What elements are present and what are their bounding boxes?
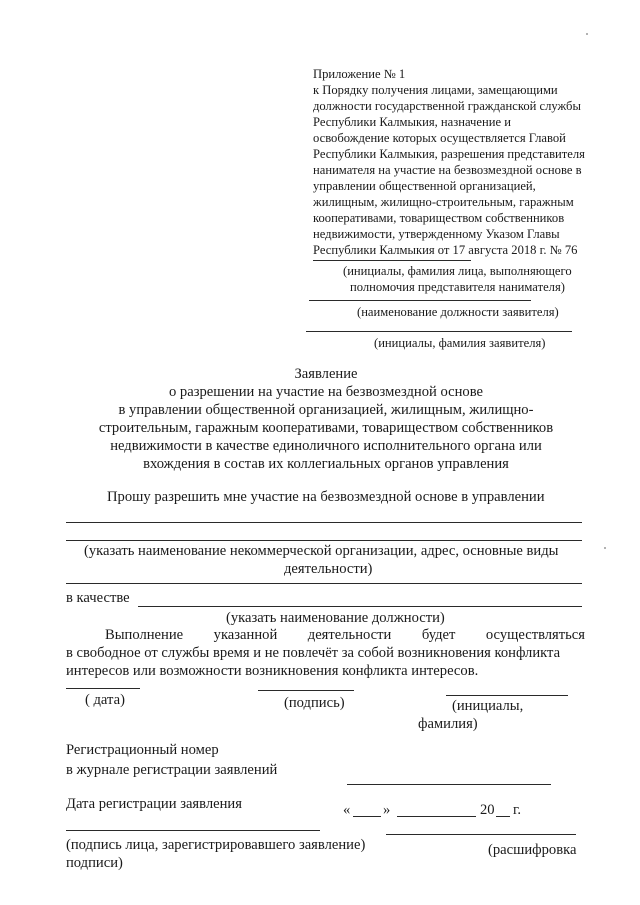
organization-caption: деятельности) <box>284 561 373 577</box>
title-heading: Заявление <box>294 366 358 382</box>
appendix-line: освобождение которых осуществляется Главой <box>313 131 566 145</box>
registration-number-label: Регистрационный номер <box>66 742 219 758</box>
registration-number-label: в журнале регистрации заявлений <box>66 762 278 778</box>
date-year-suffix: г. <box>513 802 521 818</box>
date-year-prefix: 20 <box>480 802 495 818</box>
appendix-line: нанимателя на участие на безвозмездной основе в <box>313 163 582 177</box>
appendix-line: кооперативами, товариществом собственников <box>313 211 565 225</box>
title-line: недвижимости в качестве единоличного исполнительного органа или <box>110 438 542 454</box>
position-caption: (наименование должности заявителя) <box>357 305 559 319</box>
appendix-line: жилищным, жилищно-строительным, гаражным <box>313 195 574 209</box>
initials-field-line[interactable] <box>446 695 568 696</box>
title-line: строительным, гаражным кооперативами, товариществом собственников <box>98 420 554 436</box>
registration-date-label: Дата регистрации заявления <box>66 796 242 812</box>
organization-field-line[interactable] <box>66 583 582 584</box>
day-field-line[interactable] <box>353 816 381 817</box>
scan-speck <box>604 547 606 549</box>
appendix-line: управлении общественной организацией, <box>313 179 536 193</box>
organization-field-line[interactable] <box>66 522 582 523</box>
scan-speck <box>586 33 588 35</box>
year-field-line[interactable] <box>496 816 510 817</box>
paragraph-line-2: в свободное от службы время и не повлечёт за собой возникновения конфликта <box>66 645 561 661</box>
appendix-line: Республики Калмыкия, назначение и <box>313 115 511 129</box>
signer-caption: (подпись лица, зарегистрировавшего заявление) <box>66 837 366 853</box>
signature-caption: (подпись) <box>284 695 345 711</box>
paragraph-line-1 <box>105 627 585 643</box>
appendix-line: недвижимости, утвержденному Указом Главы <box>313 227 560 241</box>
paragraph-line-3: интересов или возможности возникновения конфликта интересов. <box>66 663 479 679</box>
title-line: о разрешении на участие на безвозмездной основе <box>168 384 484 400</box>
role-field-line[interactable] <box>138 606 582 607</box>
registration-number-line[interactable] <box>347 784 551 785</box>
paragraph-word: Выполнение <box>105 627 184 643</box>
signature-field-line[interactable] <box>258 690 354 691</box>
applicant-name-line <box>306 331 572 332</box>
signer-signature-line[interactable] <box>66 830 320 831</box>
request-text: Прошу разрешить мне участие на безвозмездной основе в управлении <box>107 489 545 505</box>
organization-field-line[interactable] <box>66 540 582 541</box>
appendix-line: должности государственной гражданской службы <box>313 99 581 113</box>
date-caption: ( дата) <box>85 692 125 708</box>
paragraph-word: указанной <box>213 627 278 643</box>
decipher-line[interactable] <box>386 834 576 835</box>
applicant-caption: (инициалы, фамилия заявителя) <box>374 336 546 350</box>
role-caption: (указать наименование должности) <box>226 610 445 626</box>
date-field-line[interactable] <box>66 688 140 689</box>
decipher-caption: (расшифровка <box>488 842 577 858</box>
month-field-line[interactable] <box>397 816 476 817</box>
title-line: в управлении общественной организацией, жилищным, жилищно- <box>118 402 534 418</box>
paragraph-word: осуществляться <box>485 627 585 643</box>
employer-caption: (инициалы, фамилия лица, выполняющего <box>343 264 572 278</box>
paragraph-word: деятельности <box>307 627 392 643</box>
initials-caption: (инициалы, <box>452 698 524 714</box>
employer-name-line <box>313 260 471 261</box>
organization-caption: (указать наименование некоммерческой организации, адрес, основные виды <box>84 543 559 559</box>
employer-caption: полномочия представителя нанимателя) <box>350 280 565 294</box>
applicant-position-line <box>309 300 531 301</box>
appendix-line: Республики Калмыкия, разрешения представителя <box>313 147 585 161</box>
appendix-line: к Порядку получения лицами, замещающими <box>313 83 558 97</box>
as-label: в качестве <box>66 590 130 606</box>
paragraph-word: будет <box>421 627 456 643</box>
signer-caption: подписи) <box>66 855 123 871</box>
appendix-line: Приложение № 1 <box>313 67 406 81</box>
date-close-quote: » <box>383 802 391 818</box>
title-line: вхождения в состав их коллегиальных органов управления <box>143 456 509 472</box>
appendix-line: Республики Калмыкия от 17 августа 2018 г. № 76 <box>313 243 578 257</box>
date-open-quote: « <box>343 802 351 818</box>
surname-caption: фамилия) <box>418 716 478 732</box>
